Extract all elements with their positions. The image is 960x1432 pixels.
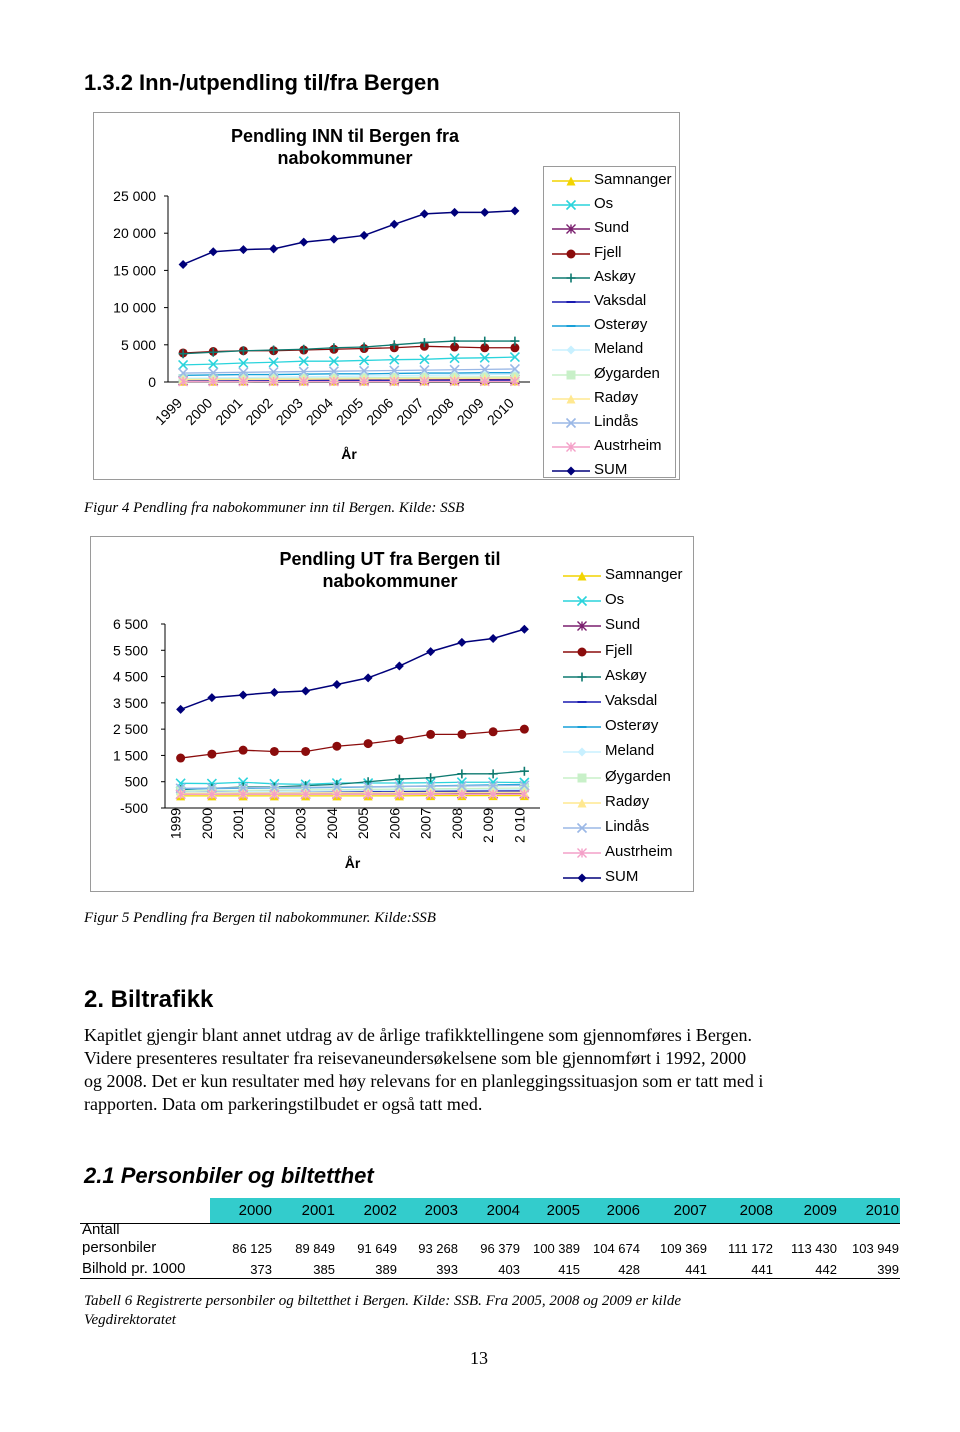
data-point-sum (270, 688, 279, 697)
legend-marker (578, 748, 587, 757)
series-fjell (179, 342, 520, 358)
legend-item-meland (555, 740, 693, 764)
legend-item-os (544, 193, 675, 217)
table-cell: 385 (313, 1262, 335, 1277)
data-point-sum (179, 260, 188, 269)
data-point-sum (207, 693, 216, 702)
data-point-sum (450, 208, 459, 217)
x-tick-label: 2005 (332, 394, 367, 429)
x-tick-label: 2002 (261, 808, 278, 840)
legend-swatch-austrheim (550, 437, 594, 457)
legend-swatch-samnanger (561, 566, 605, 586)
legend-item-samnanger (544, 169, 675, 193)
legend-item-sum (544, 459, 675, 483)
data-point-sum (457, 638, 466, 647)
table-year-2003: 2003 (424, 1202, 458, 1219)
y-tick-label: 15 000 (113, 262, 156, 279)
data-point-sum (332, 680, 341, 689)
data-point-sum (510, 206, 519, 215)
legend-item-sum (555, 866, 693, 890)
row1-label-line1: Antall (82, 1221, 120, 1238)
x-tick-label: 2009 (453, 394, 487, 429)
legend-label: Radøy (594, 388, 639, 406)
legend-item-oygarden (555, 766, 693, 790)
legend-item-askoy (555, 665, 693, 689)
table-year-2010: 2010 (865, 1202, 899, 1219)
legend-item-austrheim (555, 841, 693, 865)
x-tick-label: 2010 (483, 394, 518, 429)
data-point-askoy (489, 769, 498, 778)
legend-swatch-sund (550, 219, 594, 239)
legend-marker (567, 346, 576, 355)
table-cell: 104 674 (593, 1241, 640, 1256)
x-tick-label: 2000 (182, 394, 216, 429)
x-tick-label: 2 010 (511, 808, 528, 844)
table-cell: 103 949 (852, 1241, 899, 1256)
legend-swatch-sund (561, 616, 605, 636)
table-caption (84, 1292, 904, 1330)
x-axis-title: År (341, 446, 357, 462)
chart-inn-legend (543, 166, 676, 478)
data-point-sum (360, 231, 369, 240)
data-point-sum (520, 625, 529, 634)
legend-swatch-lindas (550, 413, 594, 433)
legend-item-lindas (544, 411, 675, 435)
table-cell: 96 379 (480, 1241, 520, 1256)
table-cell: 442 (815, 1262, 837, 1277)
data-point-sum (395, 662, 404, 671)
table-caption-line2: Vegdirektoratet (84, 1312, 176, 1328)
data-point-askoy (480, 337, 489, 346)
legend-item-osteroy (544, 314, 675, 338)
section2-line-4: rapporten. Data om parkeringstilbudet er også tatt med. (84, 1094, 483, 1114)
legend-label: SUM (605, 868, 639, 886)
table-cell: 113 430 (790, 1241, 837, 1256)
legend-swatch-sum (550, 461, 594, 481)
x-tick-label: 2000 (198, 808, 215, 840)
chart-ut-legend (555, 564, 693, 891)
data-point-fjell (364, 739, 373, 748)
x-tick-label: 2007 (417, 808, 434, 840)
legend-swatch-radoy (561, 793, 605, 813)
legend-label: Sund (594, 219, 630, 237)
table-cell: 441 (685, 1262, 707, 1277)
y-tick-label: 1 500 (112, 747, 148, 764)
data-point-fjell (520, 725, 529, 734)
legend-label: Meland (594, 340, 644, 358)
series-fjell (176, 725, 529, 763)
chart-inn-title-text: Pendling INN til Bergen fra nabokommuner (230, 126, 460, 168)
table-cell: 415 (558, 1262, 580, 1277)
legend-label: Samnanger (594, 171, 672, 188)
data-point-fjell (395, 735, 404, 744)
legend-swatch-fjell (561, 642, 605, 662)
legend-label: SUM (594, 461, 628, 479)
section2-line-1: Kapitlet gjengir blant annet utdrag av de årlige trafikktellingene som gjennomføres i Bergen. (84, 1025, 752, 1045)
legend-item-samnanger (555, 564, 693, 588)
legend-item-fjell (544, 242, 675, 266)
legend-item-radoy (555, 791, 693, 815)
y-tick-label: 5 500 (112, 642, 148, 659)
table-bottom-border (80, 1278, 900, 1279)
section2-line-3: og 2008. Det er kun resultater med høy relevans for en planleggingssituasjon som er tatt med i (84, 1071, 764, 1091)
legend-label: Lindås (605, 818, 650, 835)
data-point-sum (299, 238, 308, 247)
legend-item-askoy (544, 266, 675, 290)
legend-item-radoy (544, 387, 675, 411)
legend-label: Osterøy (594, 316, 648, 334)
data-point-sum (489, 634, 498, 643)
series-line-os (183, 357, 515, 365)
data-point-sum (364, 673, 373, 682)
table-top-border (80, 1223, 900, 1224)
table-cell: 389 (375, 1262, 397, 1277)
legend-swatch-vaksdal (550, 292, 594, 312)
legend-item-fjell (555, 640, 693, 664)
legend-label: Lindås (594, 413, 639, 430)
data-point-sum (239, 245, 248, 254)
legend-item-vaksdal (555, 690, 693, 714)
x-tick-label: 2 009 (480, 808, 497, 844)
legend-label: Askøy (605, 666, 647, 684)
legend-marker (567, 467, 576, 476)
data-point-fjell (332, 742, 341, 751)
y-tick-label: 5 000 (120, 336, 156, 353)
y-tick-label: 25 000 (113, 188, 156, 204)
legend-label: Fjell (594, 243, 622, 261)
table-cell: 93 268 (418, 1241, 458, 1256)
x-tick-label: 2005 (355, 808, 372, 840)
legend-marker (578, 874, 587, 883)
legend-item-os (555, 589, 693, 613)
x-tick-label: 2002 (242, 394, 276, 429)
legend-label: Os (605, 591, 625, 609)
row2-label: Bilhold pr. 1000 (82, 1260, 186, 1277)
series-line-sum (181, 629, 525, 709)
series-line-sum (183, 211, 515, 265)
data-point-sum (176, 705, 185, 714)
series-sum (179, 206, 520, 269)
table-year-2009: 2009 (803, 1202, 837, 1219)
series-os (179, 353, 520, 370)
legend-label: Samnanger (605, 566, 683, 583)
table-cell: 373 (250, 1262, 272, 1277)
legend-label: Sund (605, 616, 641, 634)
chart-ut-title-text: Pendling UT fra Bergen til nabokommuner (279, 549, 501, 591)
series-line-fjell (181, 729, 525, 758)
data-point-fjell (301, 747, 310, 756)
y-tick-label: 20 000 (113, 225, 156, 242)
x-axis-title: År (344, 855, 361, 871)
legend-label: Meland (605, 742, 655, 760)
data-point-sum (390, 220, 399, 229)
legend-item-oygarden (544, 363, 675, 387)
data-point-askoy (457, 769, 466, 778)
legend-item-vaksdal (544, 290, 675, 314)
chart-inn (93, 112, 543, 480)
table-cell: 111 172 (727, 1241, 773, 1256)
legend-label: Austrheim (605, 843, 673, 861)
section2-title: 2. Biltrafikk (84, 986, 214, 1013)
legend-swatch-radoy (550, 389, 594, 409)
x-tick-label: 2007 (393, 394, 427, 429)
legend-swatch-fjell (550, 244, 594, 264)
legend-swatch-samnanger (550, 171, 594, 191)
x-tick-label: 2008 (423, 394, 457, 429)
figure5-caption: Figur 5 Pendling fra Bergen til nabokommuner. Kilde:SSB (84, 910, 436, 926)
y-tick-label: 2 500 (112, 721, 148, 738)
x-tick-label: 2004 (302, 394, 337, 429)
legend-swatch-meland (550, 340, 594, 360)
legend-swatch-sum (561, 868, 605, 888)
y-tick-label: -500 (119, 800, 148, 816)
legend-item-meland (544, 338, 675, 362)
table-year-2000: 2000 (238, 1202, 272, 1219)
chart-ut (90, 536, 550, 892)
table-year-2001: 2001 (301, 1202, 335, 1219)
x-tick-label: 2008 (448, 808, 465, 840)
table-cell: 86 125 (232, 1241, 272, 1256)
x-tick-label: 2001 (230, 808, 247, 840)
legend-label: Askøy (594, 267, 636, 285)
data-point-sum (420, 209, 429, 218)
x-tick-label: 2006 (386, 808, 403, 840)
x-tick-label: 2003 (272, 394, 306, 429)
table-cell: 89 849 (295, 1241, 335, 1256)
row1-label-line2: personbiler (82, 1239, 157, 1256)
legend-marker (578, 647, 587, 656)
legend-label: Øygarden (605, 767, 671, 785)
table-caption-line1: Tabell 6 Registrerte personbiler og biltetthet i Bergen. Kilde: SSB. Fra 2005, 2008 og 2009 er kilde (84, 1293, 682, 1309)
data-point-askoy (426, 773, 435, 782)
table-year-2004: 2004 (486, 1202, 520, 1219)
legend-marker (578, 672, 587, 681)
page-number: 13 (470, 1348, 488, 1368)
legend-label: Austrheim (594, 437, 662, 455)
table-year-2007: 2007 (673, 1202, 707, 1219)
legend-item-osteroy (555, 715, 693, 739)
data-point-fjell (270, 747, 279, 756)
x-tick-label: 1999 (167, 808, 184, 840)
legend-swatch-os (561, 591, 605, 611)
x-tick-label: 1999 (151, 394, 186, 429)
legend-swatch-austrheim (561, 843, 605, 863)
data-point-askoy (510, 337, 519, 346)
table-cell: 428 (618, 1262, 640, 1277)
legend-swatch-askoy (561, 667, 605, 687)
table-cell: 399 (877, 1262, 899, 1277)
y-tick-label: 500 (124, 773, 148, 790)
table-year-2002: 2002 (363, 1202, 397, 1219)
table-cell: 91 649 (357, 1241, 397, 1256)
data-point-fjell (489, 727, 498, 736)
data-point-fjell (457, 730, 466, 739)
legend-swatch-osteroy (550, 316, 594, 336)
x-tick-label: 2001 (212, 394, 246, 429)
section2-body (84, 1024, 904, 1116)
legend-swatch-vaksdal (561, 692, 605, 712)
y-tick-label: 4 500 (112, 668, 148, 685)
x-tick-label: 2004 (323, 808, 340, 840)
data-point-askoy (520, 767, 529, 776)
y-tick-label: 10 000 (113, 299, 156, 316)
legend-swatch-os (550, 195, 594, 215)
table-year-2008: 2008 (739, 1202, 773, 1219)
data-point-fjell (426, 730, 435, 739)
legend-label: Øygarden (594, 364, 660, 382)
legend-label: Radøy (605, 792, 650, 810)
table-year-2005: 2005 (546, 1202, 580, 1219)
table-cell: 109 369 (660, 1241, 707, 1256)
data-point-sum (239, 690, 248, 699)
table-year-2006: 2006 (606, 1202, 640, 1219)
x-tick-label: 2006 (363, 394, 397, 429)
section21-title: 2.1 Personbiler og biltetthet (84, 1163, 374, 1188)
legend-label: Os (594, 195, 614, 213)
figure4-caption: Figur 4 Pendling fra nabokommuner inn til Bergen. Kilde: SSB (84, 500, 465, 516)
legend-item-sund (555, 614, 693, 638)
legend-swatch-meland (561, 742, 605, 762)
stats-table (80, 1198, 900, 1280)
table-cell: 100 389 (533, 1241, 580, 1256)
table-cell: 393 (436, 1262, 458, 1277)
section-title: 1.3.2 Inn-/utpendling til/fra Bergen (84, 70, 440, 95)
table-cell: 403 (498, 1262, 520, 1277)
legend-marker (578, 773, 587, 782)
legend-swatch-lindas (561, 818, 605, 838)
legend-swatch-osteroy (561, 717, 605, 737)
data-point-sum (426, 647, 435, 656)
data-point-sum (269, 244, 278, 253)
table-cell: 441 (751, 1262, 773, 1277)
legend-swatch-askoy (550, 268, 594, 288)
data-point-sum (329, 235, 338, 244)
legend-item-sund (544, 217, 675, 241)
series-sum (176, 625, 529, 714)
x-tick-label: 2003 (292, 808, 309, 840)
y-tick-label: 6 500 (112, 616, 148, 632)
data-point-fjell (207, 750, 216, 759)
legend-label: Osterøy (605, 717, 659, 735)
legend-label: Vaksdal (605, 692, 658, 709)
data-point-sum (209, 247, 218, 256)
legend-label: Vaksdal (594, 292, 647, 309)
section2-line-2: Videre presenteres resultater fra reisevaneundersøkelsene som ble gjennomført i 1992, 2000 (84, 1048, 747, 1068)
legend-label: Fjell (605, 641, 633, 659)
y-tick-label: 0 (148, 374, 156, 390)
legend-swatch-oygarden (561, 768, 605, 788)
legend-item-lindas (555, 816, 693, 840)
y-tick-label: 3 500 (112, 694, 148, 711)
data-point-fjell (176, 754, 185, 763)
legend-swatch-oygarden (550, 365, 594, 385)
legend-marker (567, 273, 576, 282)
legend-marker (567, 249, 576, 258)
legend-item-austrheim (544, 435, 675, 459)
data-point-sum (480, 208, 489, 217)
legend-marker (567, 370, 576, 379)
data-point-fjell (239, 746, 248, 755)
data-point-sum (301, 687, 310, 696)
